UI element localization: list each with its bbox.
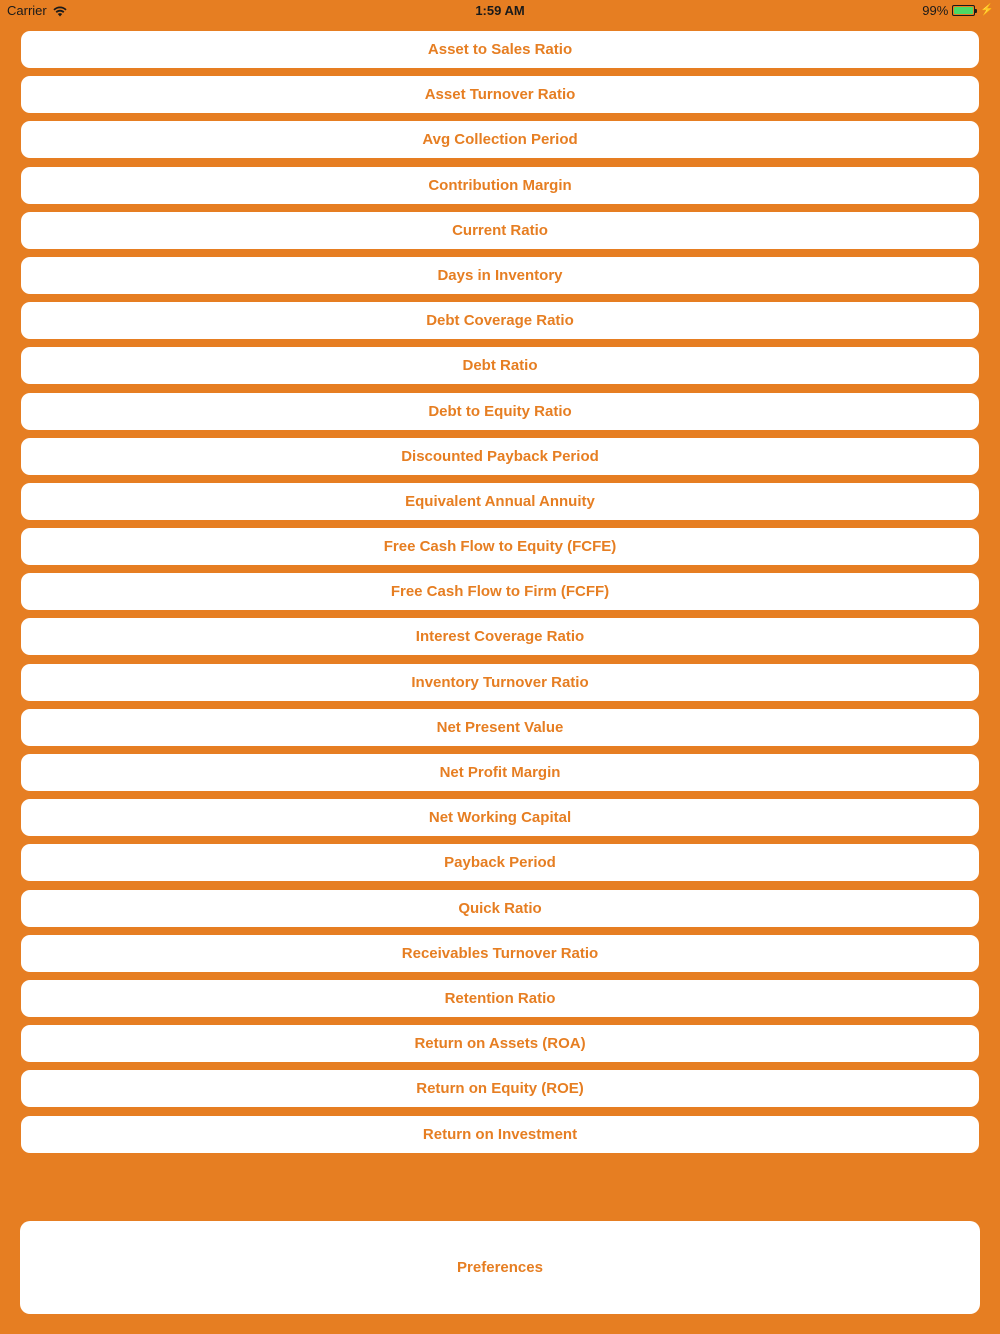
menu-button-days-in-inventory[interactable]: Days in Inventory xyxy=(21,257,979,294)
menu-button-debt-to-equity-ratio[interactable]: Debt to Equity Ratio xyxy=(21,393,979,430)
status-bar xyxy=(0,0,1000,20)
menu-button-inventory-turnover-ratio[interactable]: Inventory Turnover Ratio xyxy=(21,664,979,701)
menu-button-receivables-turnover-ratio[interactable]: Receivables Turnover Ratio xyxy=(21,935,979,972)
menu-button-net-present-value[interactable]: Net Present Value xyxy=(21,709,979,746)
preferences-button[interactable]: Preferences xyxy=(20,1221,980,1314)
menu-button-debt-ratio[interactable]: Debt Ratio xyxy=(21,347,979,384)
menu-button-free-cash-flow-to-firm-fcff[interactable]: Free Cash Flow to Firm (FCFF) xyxy=(21,573,979,610)
menu-button-free-cash-flow-to-equity-fcfe[interactable]: Free Cash Flow to Equity (FCFE) xyxy=(21,528,979,565)
menu-button-debt-coverage-ratio[interactable]: Debt Coverage Ratio xyxy=(21,302,979,339)
menu-button-quick-ratio[interactable]: Quick Ratio xyxy=(21,890,979,927)
carrier-label: Carrier xyxy=(7,3,47,18)
bolt-icon: ⚡ xyxy=(980,4,994,16)
menu-button-net-profit-margin[interactable]: Net Profit Margin xyxy=(21,754,979,791)
battery-fill xyxy=(954,7,973,14)
menu-button-payback-period[interactable]: Payback Period xyxy=(21,844,979,881)
battery-percent: 99% xyxy=(922,3,949,18)
menu-button-retention-ratio[interactable]: Retention Ratio xyxy=(21,980,979,1017)
menu-button-asset-turnover-ratio[interactable]: Asset Turnover Ratio xyxy=(21,76,979,113)
menu-button-discounted-payback-period[interactable]: Discounted Payback Period xyxy=(21,438,979,475)
menu-button-equivalent-annual-annuity[interactable]: Equivalent Annual Annuity xyxy=(21,483,979,520)
menu-button-net-working-capital[interactable]: Net Working Capital xyxy=(21,799,979,836)
menu-button-asset-to-sales-ratio[interactable]: Asset to Sales Ratio xyxy=(21,31,979,68)
ratio-menu-list xyxy=(21,31,979,1161)
menu-button-return-on-assets-roa[interactable]: Return on Assets (ROA) xyxy=(21,1025,979,1062)
menu-button-current-ratio[interactable]: Current Ratio xyxy=(21,212,979,249)
menu-button-avg-collection-period[interactable]: Avg Collection Period xyxy=(21,121,979,158)
menu-button-return-on-investment[interactable]: Return on Investment xyxy=(21,1116,979,1153)
battery-icon xyxy=(952,5,975,16)
status-right xyxy=(922,3,994,18)
status-time: 1:59 AM xyxy=(475,3,525,18)
menu-button-contribution-margin[interactable]: Contribution Margin xyxy=(21,167,979,204)
menu-button-interest-coverage-ratio[interactable]: Interest Coverage Ratio xyxy=(21,618,979,655)
menu-button-return-on-equity-roe[interactable]: Return on Equity (ROE) xyxy=(21,1070,979,1107)
